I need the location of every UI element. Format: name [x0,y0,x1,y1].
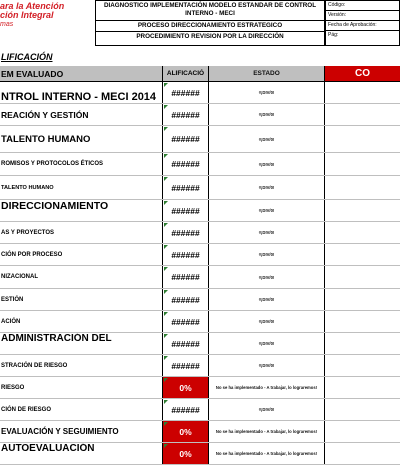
row-estado: #¡DIV/0! [209,244,325,265]
logo [0,0,95,48]
comment-indicator-icon [164,105,168,109]
row-estado: #¡DIV/0! [209,311,325,332]
comment-indicator-icon [164,177,168,181]
logo-line-3: mas [0,21,14,28]
row-item-label: EVALUACIÓN Y SEGUIMIENTO [1,427,119,436]
row-calificacion-value: ###### [171,338,200,349]
comment-indicator-icon [164,312,168,316]
row-calificacion [162,176,209,199]
row-item-label: TALENTO HUMANO [1,133,91,145]
comment-indicator-icon [164,378,168,382]
comment-indicator-icon [164,201,168,205]
row-item-label: NIZACIONAL [1,274,38,280]
row-comment-cell [325,244,400,265]
table-row [0,266,400,289]
row-calificacion-value: ###### [171,182,200,193]
row-item-label: ESTIÓN [1,296,24,303]
row-calificacion-value: ###### [171,294,200,305]
row-comment-cell [325,200,400,221]
meta-page: Pág: [328,32,339,38]
row-item-label: ACIÓN [1,318,21,325]
row-comment-cell [325,399,400,420]
row-estado: No se ha implementado - A trabajar, lo lograremos! [209,377,325,398]
row-calificacion-value: ###### [171,272,200,282]
table-row [0,222,400,244]
row-comment-cell [325,311,400,332]
row-estado: #¡DIV/0! [209,104,325,125]
row-calificacion [162,311,209,332]
logo-line-2: ción Integral [0,10,54,20]
comment-indicator-icon [164,83,168,87]
evaluation-table [0,66,400,465]
table-row [0,126,400,153]
row-estado: #¡DIV/0! [209,399,325,420]
row-calificacion [162,200,209,221]
row-calificacion [162,421,209,442]
table-row [0,153,400,176]
col-header-item: EM EVALUADO [1,68,64,79]
section-title [0,50,400,66]
row-item-label: CIÓN DE RIESGO [1,406,52,413]
row-calificacion [162,333,209,354]
row-calificacion [162,399,209,420]
table-body [0,82,400,465]
meta-version: Versión: [326,11,399,21]
row-estado: #¡DIV/0! [209,153,325,175]
table-row [0,377,400,399]
row-calificacion [162,104,209,125]
row-calificacion-value: ###### [171,249,200,260]
header-title-main: DIAGNOSTICO IMPLEMENTACIÓN MODELO ESTANDAR DE CONTROL INTERNO - MECI [96,1,324,21]
comment-indicator-icon [164,245,168,249]
row-calificacion-value: ###### [171,205,200,216]
table-row [0,289,400,311]
table-row [0,244,400,266]
row-calificacion [162,355,209,376]
row-comment-cell [325,82,400,103]
row-calificacion-value: ###### [171,159,200,169]
row-comment-cell [325,153,400,175]
col-header-calificacion: ALIFICACIÓ [162,66,209,81]
row-estado: #¡DIV/0! [209,355,325,376]
row-calificacion [162,377,209,398]
row-calificacion [162,289,209,310]
row-estado: #¡DIV/0! [209,126,325,152]
row-calificacion [162,244,209,265]
row-estado: #¡DIV/0! [209,266,325,288]
row-comment-cell [325,355,400,376]
row-estado: No se ha implementado - A trabajar, lo lograremos! [209,421,325,442]
table-row [0,311,400,333]
row-comment-cell [325,421,400,442]
section-title-text: LIFICACIÓN [1,52,53,62]
row-calificacion-value: 0% [179,448,192,459]
row-calificacion-value: 0% [179,382,192,393]
header-title-procedure: PROCEDIMIENTO REVISION POR LA DIRECCIÓN [136,33,284,40]
row-item-label: AUTOEVALUACIÓN [1,443,95,454]
row-calificacion-value: ###### [171,87,200,98]
col-header-estado: ESTADO [209,66,325,81]
row-estado: #¡DIV/0! [209,200,325,221]
row-calificacion-value: ###### [171,404,200,415]
row-item-label: CIÓN POR PROCESO [1,251,63,258]
comment-indicator-icon [164,223,168,227]
comment-indicator-icon [164,422,168,426]
table-row [0,82,400,104]
row-comment-cell [325,266,400,288]
row-calificacion-value: 0% [179,426,192,437]
meta-code: Código: [326,1,399,11]
comment-indicator-icon [164,127,168,131]
row-calificacion-value: ###### [171,134,200,144]
row-item-label: REACIÓN Y GESTIÓN [1,109,89,120]
row-comment-cell [325,176,400,199]
comment-indicator-icon [164,400,168,404]
row-calificacion-value: ###### [171,227,200,238]
row-comment-cell [325,104,400,125]
row-calificacion-value: ###### [171,360,200,371]
row-calificacion [162,153,209,175]
row-calificacion-value: ###### [171,109,200,120]
row-item-label: TALENTO HUMANO [1,184,54,191]
row-estado: #¡DIV/0! [209,289,325,310]
row-item-label: NTROL INTERNO - MECI 2014 [1,91,157,103]
row-estado: #¡DIV/0! [209,333,325,354]
header-title-process: PROCESO DIRECCIONAMIENTO ESTRATEGICO [96,21,324,32]
table-row [0,176,400,200]
comment-indicator-icon [164,356,168,360]
table-row [0,443,400,465]
row-calificacion [162,82,209,103]
meta-approval-date: Fecha de Aprobación: [326,21,399,31]
row-estado: #¡DIV/0! [209,176,325,199]
table-row [0,333,400,355]
row-calificacion [162,126,209,152]
row-comment-cell [325,222,400,243]
table-row [0,399,400,421]
comment-indicator-icon [164,334,168,338]
row-item-label: RIESGO [1,384,25,391]
row-item-label: ADMINISTRACIÓN DEL [1,333,112,344]
row-comment-cell [325,377,400,398]
row-item-label: STRACIÓN DE RIESGO [1,362,68,369]
header-meta-box [325,0,400,46]
table-header-row [0,66,400,82]
comment-indicator-icon [164,154,168,158]
col-header-co: CO [325,66,400,81]
row-calificacion [162,222,209,243]
table-row [0,421,400,443]
row-item-label: ROMISOS Y PROTOCOLOS ÉTICOS [1,161,104,167]
logo-text-accent: Atención [25,1,65,11]
comment-indicator-icon [164,267,168,271]
row-estado: No se ha implementado - A trabajar, lo lograremos! [209,443,325,464]
row-calificacion-value: ###### [171,316,200,327]
table-row [0,200,400,222]
row-item-label: AS Y PROYECTOS [1,229,55,236]
row-calificacion [162,266,209,288]
row-comment-cell [325,289,400,310]
row-estado: #¡DIV/0! [209,222,325,243]
row-estado: #¡DIV/0! [209,82,325,103]
header-title-box [95,0,325,46]
comment-indicator-icon [164,290,168,294]
table-row [0,355,400,377]
table-row [0,104,400,126]
row-comment-cell [325,333,400,354]
comment-indicator-icon [164,444,168,448]
row-item-label: DIRECCIONAMIENTO [1,200,109,212]
logo-text-plain: ara la [0,1,26,11]
row-comment-cell [325,126,400,152]
